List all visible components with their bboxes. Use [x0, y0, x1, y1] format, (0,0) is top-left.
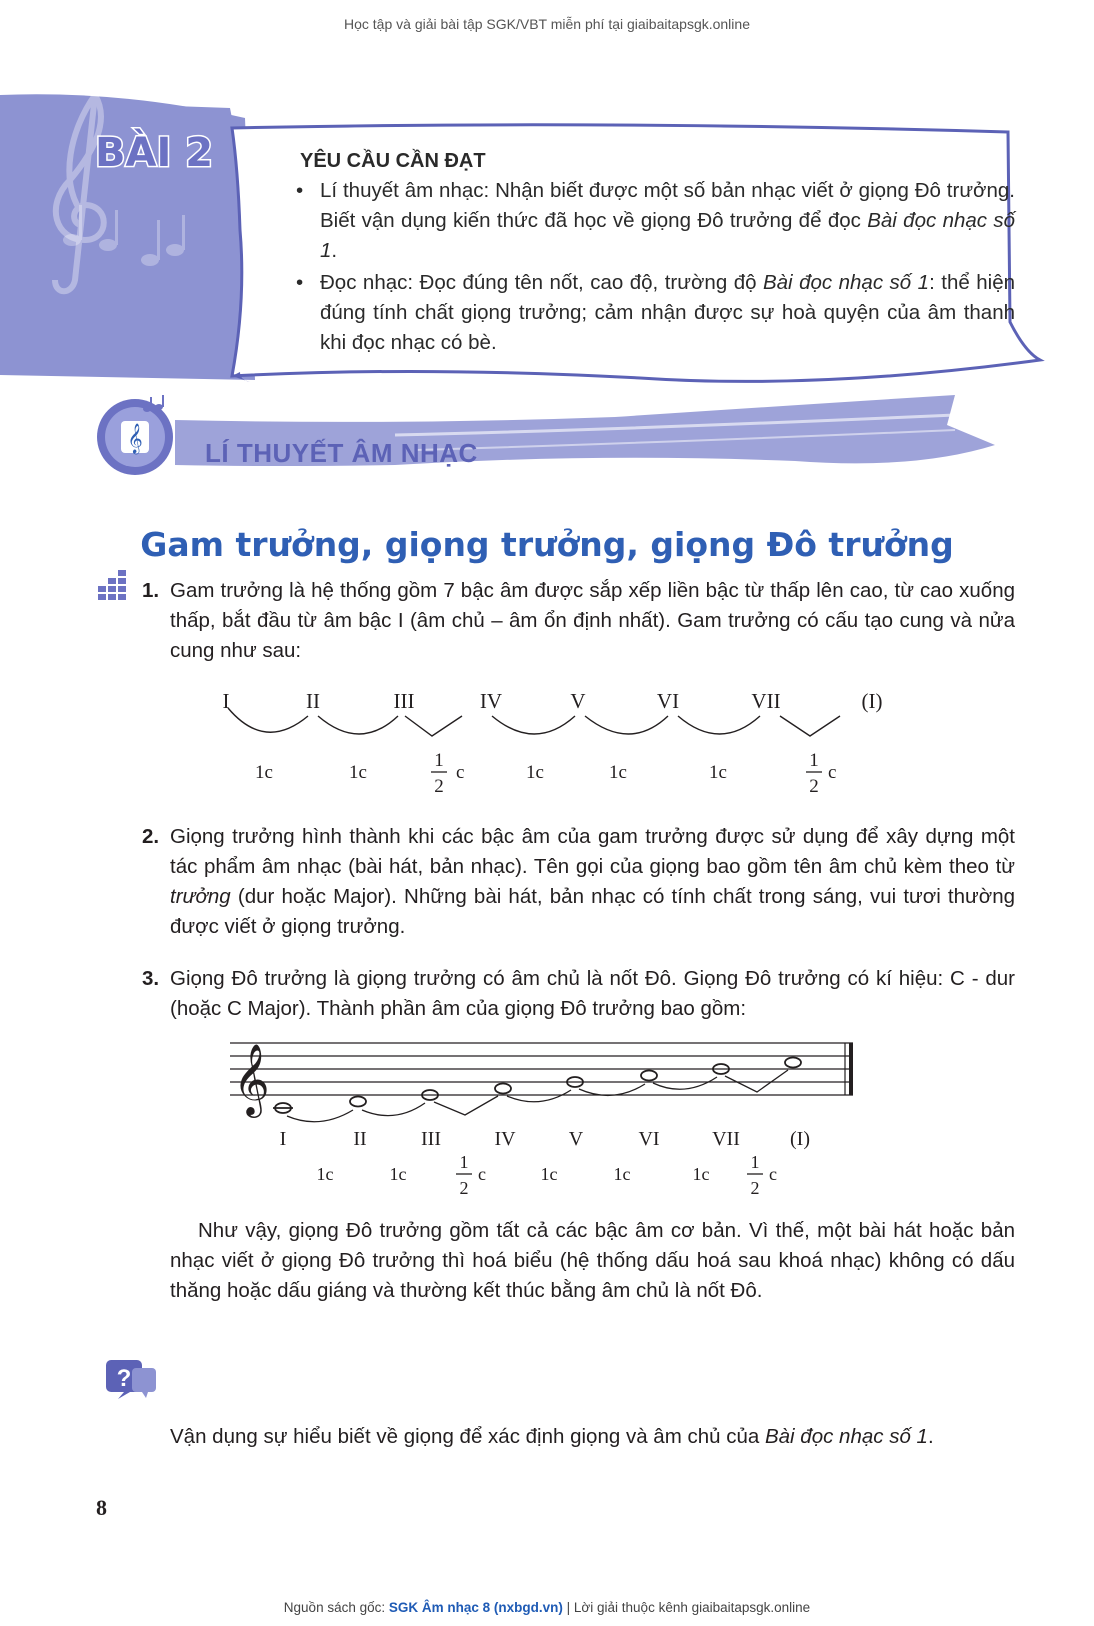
- step-label: 1c: [349, 762, 367, 783]
- question-text: Vận dụng sự hiểu biết về giọng để xác định giọng và âm chủ của Bài đọc nhạc số 1.: [170, 1425, 934, 1448]
- step-label: 1c: [389, 1164, 407, 1184]
- degree-label: IV: [494, 1128, 516, 1150]
- svg-text:1: 1: [459, 1152, 469, 1172]
- step-label: 1c: [316, 1164, 334, 1184]
- degree-label: III: [393, 689, 415, 713]
- step-label: 1c: [692, 1164, 710, 1184]
- item-3: 3. Giọng Đô trưởng là giọng trưởng có âm chủ là nốt Đô. Giọng Đô trưởng có kí hiệu: C - dur (hoặc C Major). Thành phần âm của giọng Đô trưởng bao gồm:: [142, 967, 1015, 1020]
- svg-text:2: 2: [750, 1178, 760, 1198]
- treble-clef-icon: [127, 423, 142, 455]
- question-icon: [106, 1360, 158, 1400]
- svg-text:2: 2: [809, 776, 819, 797]
- step-label: 1c: [609, 762, 627, 783]
- degree-label: VII: [751, 689, 781, 713]
- major-scale-diagram: [200, 680, 920, 800]
- svg-text:c: c: [828, 762, 837, 783]
- step-label: 1c: [613, 1164, 631, 1184]
- svg-text:1: 1: [434, 750, 444, 771]
- half-step-label: [431, 750, 464, 797]
- step-slurs: [287, 1070, 788, 1122]
- degree-label: IV: [479, 689, 503, 713]
- degree-label: II: [306, 689, 320, 713]
- half-step-label: [806, 750, 836, 797]
- lesson-badge: BÀI 2: [95, 130, 214, 176]
- requirements-title: YÊU CẦU CẦN ĐẠT: [300, 150, 486, 172]
- degree-label: III: [421, 1128, 441, 1150]
- item-2: 2. Giọng trưởng hình thành khi các bậc âm của gam trưởng được sử dụng để xây dựng một tác phẩm âm nhạc (bài hát, bản nhạc). Tên gọi của giọng bao gồm tên âm chủ kèm theo từ trưởng (dur hoặc Major). Những bài hát, bản nhạc có tính chất trong sáng, vui tươi thường được viết ở giọng trưởng.: [142, 825, 1015, 938]
- degree-label: V: [568, 1128, 584, 1150]
- svg-text:2: 2: [459, 1178, 469, 1198]
- degree-label: I: [222, 689, 230, 713]
- svg-text:1: 1: [750, 1152, 760, 1172]
- step-label: 1c: [526, 762, 544, 783]
- step-label: 1c: [709, 762, 727, 783]
- page-heading: Gam trưởng, giọng trưởng, giọng Đô trưởng: [140, 525, 954, 564]
- list-marker-icon: [98, 570, 132, 604]
- note-heads: [273, 1058, 801, 1114]
- section-label: LÍ THUYẾT ÂM NHẠC: [205, 438, 478, 468]
- degree-label: V: [570, 689, 586, 713]
- footer-note: Nguồn sách gốc: SGK Âm nhạc 8 (nxbgd.vn) | Lời giải thuộc kênh giaibaitapsgk.online: [283, 1600, 811, 1615]
- degree-label: II: [353, 1128, 367, 1150]
- requirement-item: • Đọc nhạc: Đọc đúng tên nốt, cao độ, trường độ Bài đọc nhạc số 1: thể hiện đúng tính chất giọng trưởng; cảm nhận được sự hoà quyện của âm thanh khi đọc nhạc có bè.: [296, 271, 1016, 354]
- half-step-label: [456, 1152, 486, 1198]
- degree-label: VII: [712, 1128, 740, 1150]
- degree-label: (I): [790, 1128, 810, 1150]
- c-major-staff: [225, 1030, 865, 1210]
- header-note: Học tập và giải bài tập SGK/VBT miễn phí tại giaibaitapsgk.online: [344, 16, 750, 32]
- svg-text:c: c: [478, 1164, 486, 1184]
- page-number: 8: [96, 1495, 107, 1520]
- treble-clef-icon: 𝄞: [233, 1042, 270, 1115]
- step-label: 1c: [255, 762, 273, 783]
- degree-label: (I): [861, 689, 883, 713]
- requirement-item: • Lí thuyết âm nhạc: Nhận biết được một số bản nhạc viết ở giọng Đô trưởng. Biết vận dụng kiến thức đã học về giọng Đô trưởng để đọc Bài đọc nhạc số 1.: [296, 179, 1016, 262]
- svg-text:c: c: [769, 1164, 777, 1184]
- degree-label: VI: [638, 1128, 660, 1150]
- svg-text:2: 2: [434, 776, 444, 797]
- step-label: 1c: [540, 1164, 558, 1184]
- svg-text:?: ?: [116, 1365, 132, 1392]
- svg-text:𝄞: 𝄞: [127, 424, 143, 454]
- degree-label: VI: [656, 689, 680, 713]
- conclusion-paragraph: Như vậy, giọng Đô trưởng gồm tất cả các bậc âm cơ bản. Vì thế, một bài hát hoặc bản nhạc viết ở giọng Đô trưởng thì hoá biểu (hệ thống dấu hoá sau khoá nhạc) không có dấu thăng hoặc dấu giáng và thường kết thúc bằng âm chủ là nốt Đô.: [170, 1219, 1015, 1302]
- degree-label: I: [279, 1128, 287, 1150]
- svg-text:c: c: [456, 762, 465, 783]
- item-1: 1. Gam trưởng là hệ thống gồm 7 bậc âm được sắp xếp liền bậc từ thấp lên cao, từ cao xuống thấp, bắt đầu từ âm bậc I (âm chủ – âm ổn định nhất). Gam trưởng có cấu tạo cung và nửa cung như sau:: [142, 579, 1015, 662]
- svg-text:1: 1: [809, 750, 819, 771]
- half-step-label: [747, 1152, 777, 1198]
